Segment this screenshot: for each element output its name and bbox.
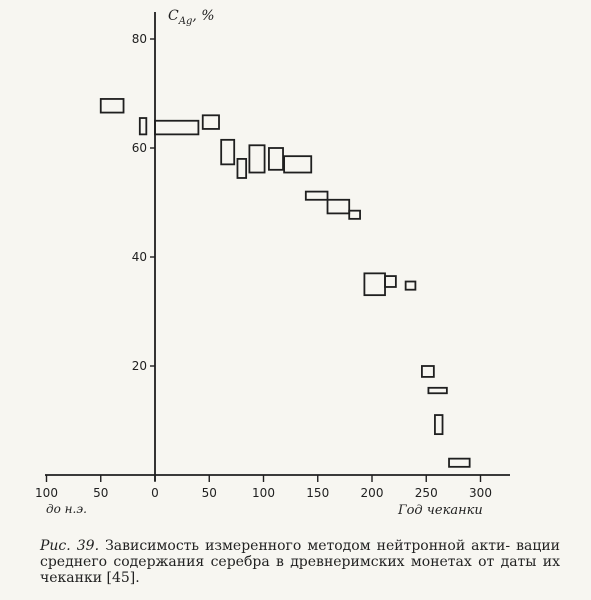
- x-tick-label: 100: [35, 486, 58, 500]
- data-point: [306, 192, 328, 200]
- x-tick-label: 50: [201, 486, 217, 500]
- caption-text: Зависимость измеренного методом нейтронной акти- вации среднего содержания серебра в древнеримских монетах от даты их чеканки [45].: [40, 538, 560, 586]
- x-tick-label: 100: [252, 486, 275, 500]
- x-tick-label: 250: [414, 486, 438, 500]
- figure-number: Рис. 39.: [40, 538, 100, 554]
- data-point: [140, 118, 147, 134]
- x-axis-left-label: до н.э.: [46, 502, 87, 516]
- y-tick-label: 60: [131, 141, 147, 155]
- data-point: [406, 282, 416, 290]
- data-point: [249, 145, 264, 172]
- x-tick-label: 300: [469, 486, 492, 500]
- data-point: [435, 415, 443, 434]
- x-tick-label: 150: [306, 486, 330, 500]
- data-point: [155, 121, 198, 135]
- x-tick-label: 0: [151, 486, 159, 500]
- data-point: [422, 366, 434, 377]
- data-point: [449, 459, 470, 467]
- figure-caption: [40, 538, 560, 586]
- data-point: [269, 148, 283, 170]
- x-tick-label: 200: [360, 486, 384, 500]
- y-tick-label: 80: [131, 32, 147, 46]
- data-point: [364, 273, 385, 295]
- data-point: [349, 211, 360, 219]
- data-point: [221, 140, 234, 165]
- y-tick-label: 40: [131, 250, 147, 264]
- data-point: [385, 276, 396, 287]
- data-point: [237, 159, 246, 178]
- y-tick-label: 20: [131, 359, 147, 373]
- x-axis-label: Год чеканки: [398, 503, 483, 518]
- data-point: [203, 115, 219, 129]
- data-point: [101, 99, 124, 113]
- data-point: [328, 200, 350, 214]
- data-point: [428, 388, 446, 393]
- y-axis-label: $C_{Ag}$, %: [168, 8, 215, 27]
- data-point: [284, 156, 311, 172]
- x-tick-label: 50: [93, 486, 109, 500]
